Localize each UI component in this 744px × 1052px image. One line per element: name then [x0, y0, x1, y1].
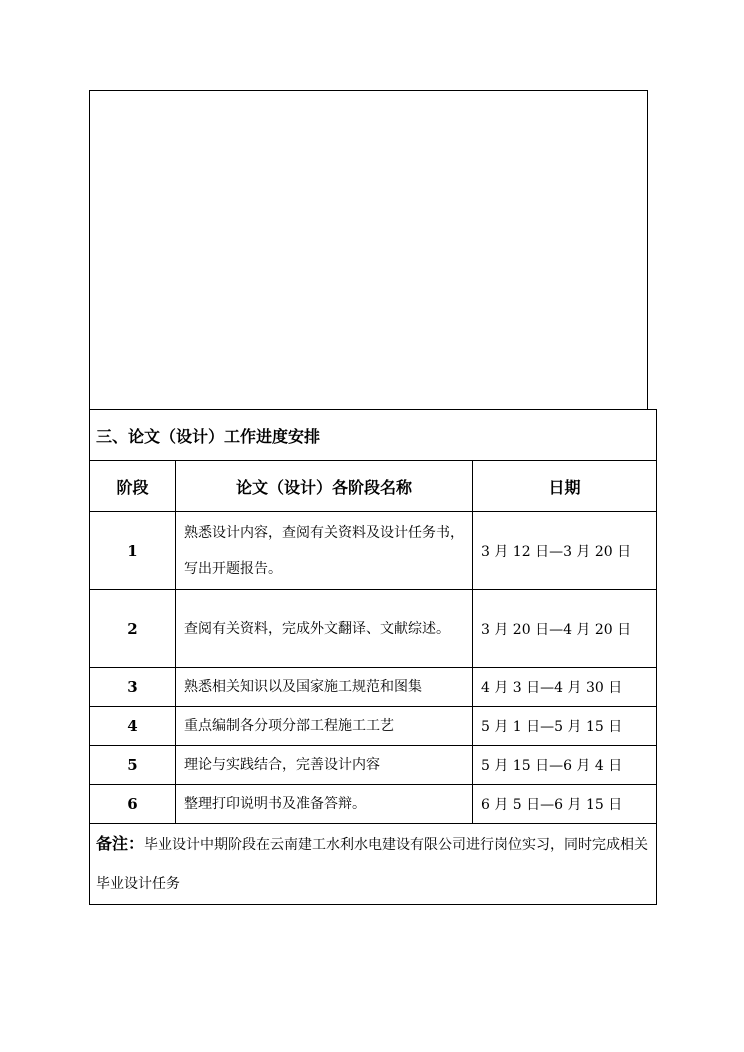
note-label: 备注： [96, 834, 145, 853]
stage-date: 3 月 12 日—3 月 20 日 [473, 512, 657, 590]
stage-date: 6 月 5 日—6 月 15 日 [473, 785, 657, 824]
table-header-row [90, 461, 657, 512]
header-stage: 阶段 [90, 461, 176, 512]
stage-number: 4 [90, 707, 176, 746]
stage-name: 重点编制各分项分部工程施工工艺 [176, 707, 473, 746]
stage-number: 6 [90, 785, 176, 824]
stage-date: 4 月 3 日—4 月 30 日 [473, 668, 657, 707]
table-row [90, 746, 657, 785]
stage-date: 5 月 1 日—5 月 15 日 [473, 707, 657, 746]
stage-name: 理论与实践结合，完善设计内容 [176, 746, 473, 785]
table-row [90, 590, 657, 668]
table-row [90, 707, 657, 746]
blank-content-box [89, 90, 648, 410]
section-title: 三、论文（设计）工作进度安排 [90, 410, 657, 461]
header-date: 日期 [473, 461, 657, 512]
header-stage-name: 论文（设计）各阶段名称 [176, 461, 473, 512]
stage-number: 5 [90, 746, 176, 785]
stage-number: 3 [90, 668, 176, 707]
stage-date: 5 月 15 日—6 月 4 日 [473, 746, 657, 785]
stage-number: 1 [90, 512, 176, 590]
table-row [90, 668, 657, 707]
stage-name: 熟悉相关知识以及国家施工规范和图集 [176, 668, 473, 707]
section-title-row [90, 410, 657, 461]
stage-name: 查阅有关资料，完成外文翻译、文献综述。 [176, 590, 473, 668]
stage-date: 3 月 20 日—4 月 20 日 [473, 590, 657, 668]
note-cell [90, 824, 657, 905]
table-row [90, 785, 657, 824]
stage-name: 整理打印说明书及准备答辩。 [176, 785, 473, 824]
stage-number: 2 [90, 590, 176, 668]
table-row [90, 512, 657, 590]
note-text: 毕业设计中期阶段在云南建工水利水电建设有限公司进行岗位实习，同时完成相关毕业设计任务 [96, 837, 649, 892]
stage-name: 熟悉设计内容，查阅有关资料及设计任务书，写出开题报告。 [176, 512, 473, 590]
note-row [90, 824, 657, 905]
schedule-table [89, 409, 657, 905]
